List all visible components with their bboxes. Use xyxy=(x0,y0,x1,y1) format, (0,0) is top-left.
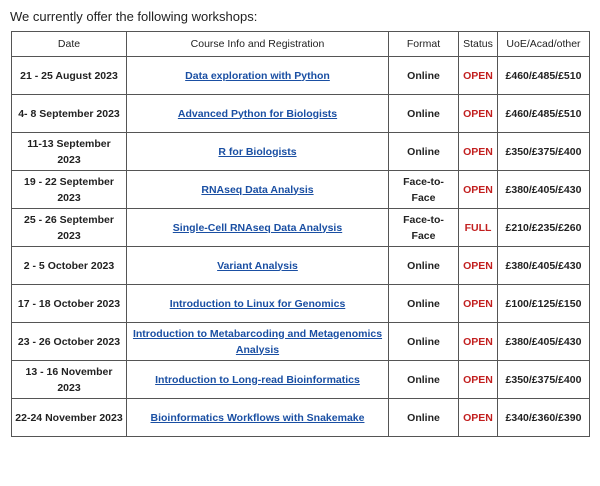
row-price: £460/£485/£510 xyxy=(498,57,590,95)
table-row xyxy=(12,361,590,399)
row-price: £380/£405/£430 xyxy=(498,323,590,361)
row-price: £380/£405/£430 xyxy=(498,171,590,209)
row-format: Online xyxy=(389,57,459,95)
row-format: Online xyxy=(389,95,459,133)
header-date: Date xyxy=(12,32,127,57)
row-date: 17 - 18 October 2023 xyxy=(12,285,127,323)
row-format: Online xyxy=(389,247,459,285)
course-link-snakemake[interactable]: Bioinformatics Workflows with Snakemake xyxy=(150,411,365,424)
workshops-table xyxy=(11,31,590,437)
row-format: Online xyxy=(389,361,459,399)
row-date: 25 - 26 September 2023 xyxy=(12,209,127,247)
intro-text: We currently offer the following workshops: xyxy=(10,9,258,24)
course-link-linux-genomics[interactable]: Introduction to Linux for Genomics xyxy=(169,297,346,310)
course-link-single-cell-rnaseq[interactable]: Single-Cell RNAseq Data Analysis xyxy=(172,221,343,234)
status-badge: OPEN xyxy=(459,361,498,399)
row-price: £340/£360/£390 xyxy=(498,399,590,437)
table-row xyxy=(12,285,590,323)
table-row xyxy=(12,247,590,285)
status-badge: OPEN xyxy=(459,323,498,361)
row-format: Online xyxy=(389,399,459,437)
row-format: Online xyxy=(389,323,459,361)
course-link-metabarcoding[interactable]: Introduction to Metabarcoding and Metagenomics Analysis xyxy=(132,327,383,356)
row-price: £210/£235/£260 xyxy=(498,209,590,247)
header-price: UoE/Acad/other xyxy=(498,32,590,57)
row-date: 19 - 22 September 2023 xyxy=(12,171,127,209)
table-row xyxy=(12,95,590,133)
row-date: 21 - 25 August 2023 xyxy=(12,57,127,95)
course-link-rnaseq[interactable]: RNAseq Data Analysis xyxy=(201,183,314,196)
table-row xyxy=(12,323,590,361)
row-format: Online xyxy=(389,285,459,323)
status-badge: OPEN xyxy=(459,133,498,171)
course-link-python-exploration[interactable]: Data exploration with Python xyxy=(185,69,330,82)
status-badge: OPEN xyxy=(459,171,498,209)
row-date: 22-24 November 2023 xyxy=(12,399,127,437)
table-row xyxy=(12,133,590,171)
status-badge: OPEN xyxy=(459,95,498,133)
course-link-advanced-python[interactable]: Advanced Python for Biologists xyxy=(177,107,338,120)
course-link-r-for-biologists[interactable]: R for Biologists xyxy=(218,145,297,158)
course-link-long-read[interactable]: Introduction to Long-read Bioinformatics xyxy=(155,373,360,386)
table-row xyxy=(12,209,590,247)
table-row xyxy=(12,171,590,209)
row-date: 4- 8 September 2023 xyxy=(12,95,127,133)
table-row xyxy=(12,57,590,95)
row-format: Face-to-Face xyxy=(389,209,459,247)
row-price: £380/£405/£430 xyxy=(498,247,590,285)
row-format: Face-to-Face xyxy=(389,171,459,209)
status-badge: OPEN xyxy=(459,399,498,437)
row-format: Online xyxy=(389,133,459,171)
status-badge: OPEN xyxy=(459,285,498,323)
status-badge: OPEN xyxy=(459,247,498,285)
status-badge: OPEN xyxy=(459,57,498,95)
row-price: £350/£375/£400 xyxy=(498,361,590,399)
header-course: Course Info and Registration xyxy=(127,32,389,57)
row-date: 13 - 16 November 2023 xyxy=(12,361,127,399)
row-price: £100/£125/£150 xyxy=(498,285,590,323)
row-date: 11-13 September 2023 xyxy=(12,133,127,171)
header-status: Status xyxy=(459,32,498,57)
course-link-variant-analysis[interactable]: Variant Analysis xyxy=(217,259,298,272)
row-date: 2 - 5 October 2023 xyxy=(12,247,127,285)
row-date: 23 - 26 October 2023 xyxy=(12,323,127,361)
table-header-row xyxy=(12,32,590,57)
row-price: £460/£485/£510 xyxy=(498,95,590,133)
row-price: £350/£375/£400 xyxy=(498,133,590,171)
header-format: Format xyxy=(389,32,459,57)
table-row xyxy=(12,399,590,437)
status-badge: FULL xyxy=(459,209,498,247)
